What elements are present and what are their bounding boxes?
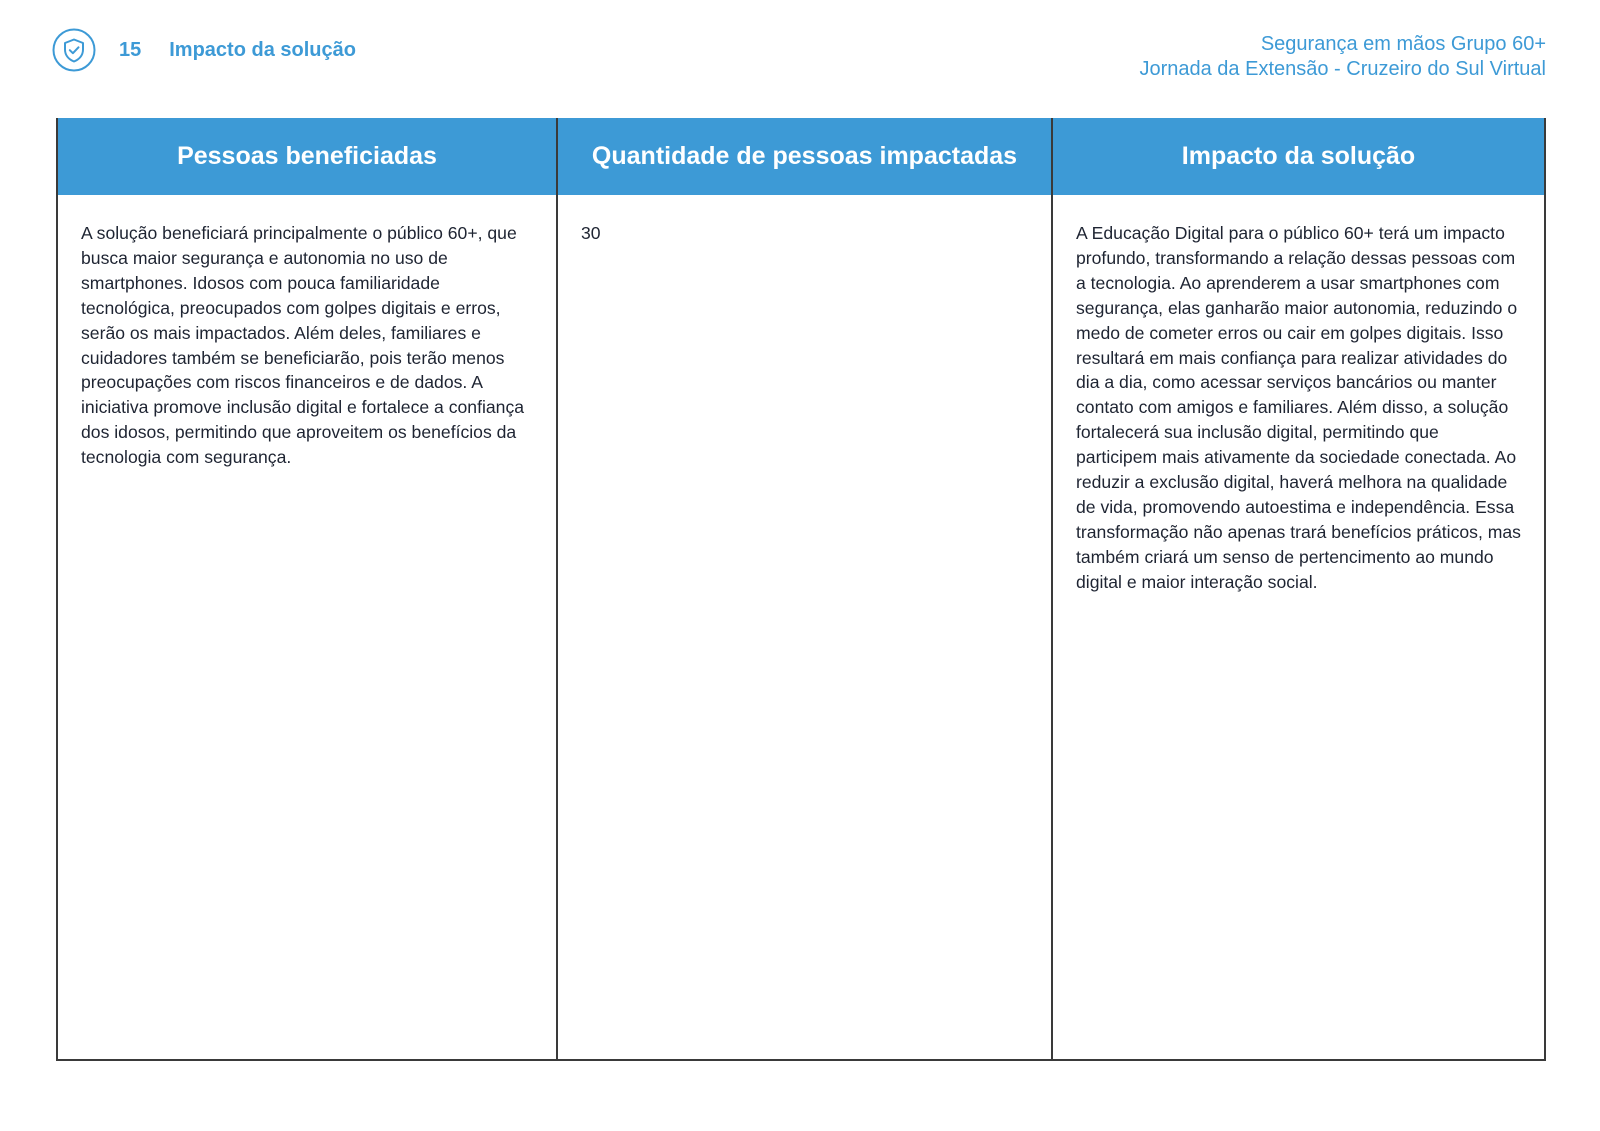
table-column-beneficiaries: [58, 118, 556, 1059]
table-column-impact: [1051, 118, 1544, 1059]
column-body-beneficiaries: A solução beneficiará principalmente o público 60+, que busca maior segurança e autonomia no uso de smartphones. Idosos com pouca familiaridade tecnológica, preocupados com golpes digitais e erros, serão os mais impactados. Além deles, familiares e cuidadores também se beneficiarão, pois terão menos preocupações com riscos financeiros e de dados. A iniciativa promove inclusão digital e fortalece a confiança dos idosos, permitindo que aproveitem os benefícios da tecnologia com segurança.: [81, 223, 525, 468]
column-body-impact: A Educação Digital para o público 60+ terá um impacto profundo, transformando a relação dessas pessoas com a tecnologia. Ao aprenderem a usar smartphones com segurança, elas ganharão maior autonomia, reduzindo o medo de cometer erros ou cair em golpes digitais. Isso resultará em mais confiança para realizar atividades do dia a dia, como acessar serviços bancários ou manter contato com amigos e familiares. Além disso, a solução fortalecerá sua inclusão digital, permitindo que participem mais ativamente da sociedade conectada. Ao reduzir a exclusão digital, haverá melhora na qualidade de vida, promovendo autoestima e independência. Essa transformação não apenas trará benefícios práticos, mas também criará um senso de pertencimento ao mundo digital e maior interação social.: [1076, 223, 1521, 592]
header-left: [52, 28, 356, 72]
shield-check-icon: [52, 28, 96, 72]
column-header-beneficiaries: Pessoas beneficiadas: [58, 118, 556, 197]
column-header-quantity: Quantidade de pessoas impactadas: [558, 118, 1051, 197]
column-body-quantity: 30: [581, 223, 601, 243]
impact-table: [56, 118, 1546, 1061]
page-number: 15: [119, 38, 142, 61]
header-right: [1139, 32, 1546, 82]
section-title: Impacto da solução: [169, 38, 356, 61]
program-subtitle: Jornada da Extensão - Cruzeiro do Sul Virtual: [1139, 58, 1546, 80]
column-header-impact: Impacto da solução: [1053, 118, 1544, 197]
project-title: Segurança em mãos Grupo 60+: [1260, 33, 1546, 55]
table-column-quantity: [556, 118, 1051, 1059]
